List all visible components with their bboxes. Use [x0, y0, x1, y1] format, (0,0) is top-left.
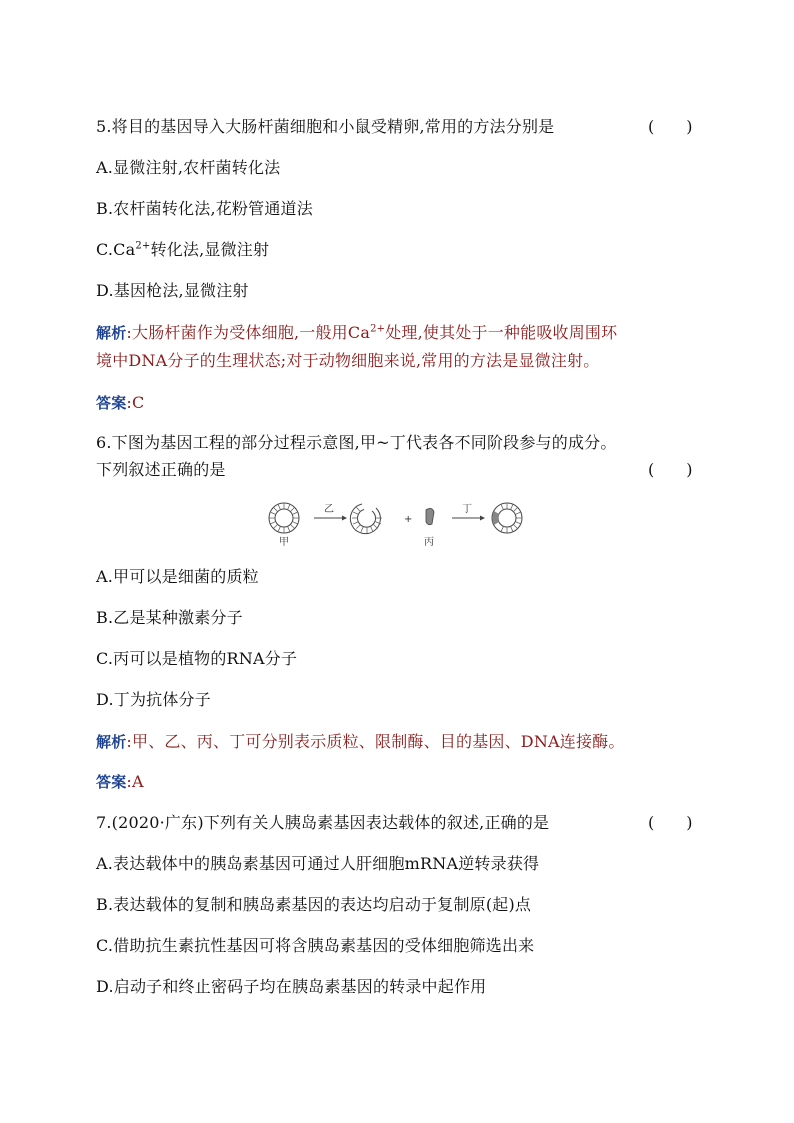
q6-option-d: D.丁为抗体分子	[96, 690, 211, 709]
gene-fragment-bing	[426, 508, 434, 524]
q5-option-a: A.显微注射,农杆菌转化法	[96, 158, 281, 177]
q5-answer-label: 答案	[96, 394, 127, 412]
q7-option-b: B.表达载体的复制和胰岛素基因的表达均启动于复制原(起)点	[96, 895, 532, 914]
q5-answer-value: :C	[126, 393, 145, 412]
q6-option-b: B.乙是某种激素分子	[96, 608, 243, 627]
diagram-plus: +	[404, 514, 413, 525]
arrow-ding-head	[480, 516, 485, 521]
q5-option-c-sup: 2+	[135, 240, 151, 252]
diagram-label-ding: 丁	[462, 504, 472, 515]
q5-option-d: D.基因枪法,显微注射	[96, 281, 249, 300]
q5-analysis-pre: :大肠杆菌作为受体细胞,一般用Ca	[126, 323, 371, 342]
q5-analysis-post: 处理,使其处于一种能吸收周围环	[385, 323, 618, 342]
opened-plasmid-ring	[350, 504, 382, 534]
q6-answer-value: :A	[126, 772, 144, 791]
q6-answer-blank: ( )	[648, 460, 693, 479]
q5-option-b: B.农杆菌转化法,花粉管通道法	[96, 199, 313, 218]
q5-option-c-post: 转化法,显微注射	[150, 240, 270, 259]
q5-analysis-line1	[96, 322, 617, 344]
q5-option-c	[96, 239, 269, 261]
q7-stem: 7.(2020·广东)下列有关人胰岛素基因表达载体的叙述,正确的是	[96, 813, 550, 832]
q5-analysis-label: 解析	[96, 324, 127, 342]
q7-option-d: D.启动子和终止密码子均在胰岛素基因的转录中起作用	[96, 977, 487, 996]
gene-engineering-diagram	[262, 494, 532, 550]
diagram-label-jia: 甲	[279, 537, 289, 548]
q5-stem: 5.将目的基因导入大肠杆菌细胞和小鼠受精卵,常用的方法分别是	[96, 117, 555, 136]
q7-option-a: A.表达载体中的胰岛素基因可通过人肝细胞mRNA逆转录获得	[96, 854, 540, 873]
q6-answer	[96, 771, 144, 793]
q5-analysis-line2: 境中DNA分子的生理状态;对于动物细胞来说,常用的方法是显微注射。	[96, 351, 600, 370]
q7-answer-blank: ( )	[648, 813, 693, 832]
q6-stem-line1: 6.下图为基因工程的部分过程示意图,甲~丁代表各不同阶段参与的成分。	[96, 433, 617, 452]
diagram-label-bing: 丙	[424, 537, 434, 548]
q6-answer-label: 答案	[96, 773, 127, 791]
q5-analysis-sup: 2+	[370, 323, 386, 335]
plasmid-ring-jia	[269, 503, 299, 533]
recombinant-plasmid-ring	[492, 503, 522, 533]
q5-answer-blank: ( )	[648, 117, 693, 136]
q5-answer	[96, 392, 144, 414]
arrow-yi-head	[342, 516, 347, 521]
q5-option-c-pre: C.Ca	[96, 240, 136, 259]
q6-stem-line2: 下列叙述正确的是	[96, 460, 226, 479]
diagram-label-yi: 乙	[324, 504, 334, 515]
q6-analysis	[96, 731, 625, 753]
q6-option-c: C.丙可以是植物的RNA分子	[96, 649, 298, 668]
q6-analysis-text: :甲、乙、丙、丁可分别表示质粒、限制酶、目的基因、DNA连接酶。	[126, 732, 625, 751]
q6-analysis-label: 解析	[96, 733, 127, 751]
q6-option-a: A.甲可以是细菌的质粒	[96, 567, 259, 586]
q7-option-c: C.借助抗生素抗性基因可将含胰岛素基因的受体细胞筛选出来	[96, 936, 535, 955]
